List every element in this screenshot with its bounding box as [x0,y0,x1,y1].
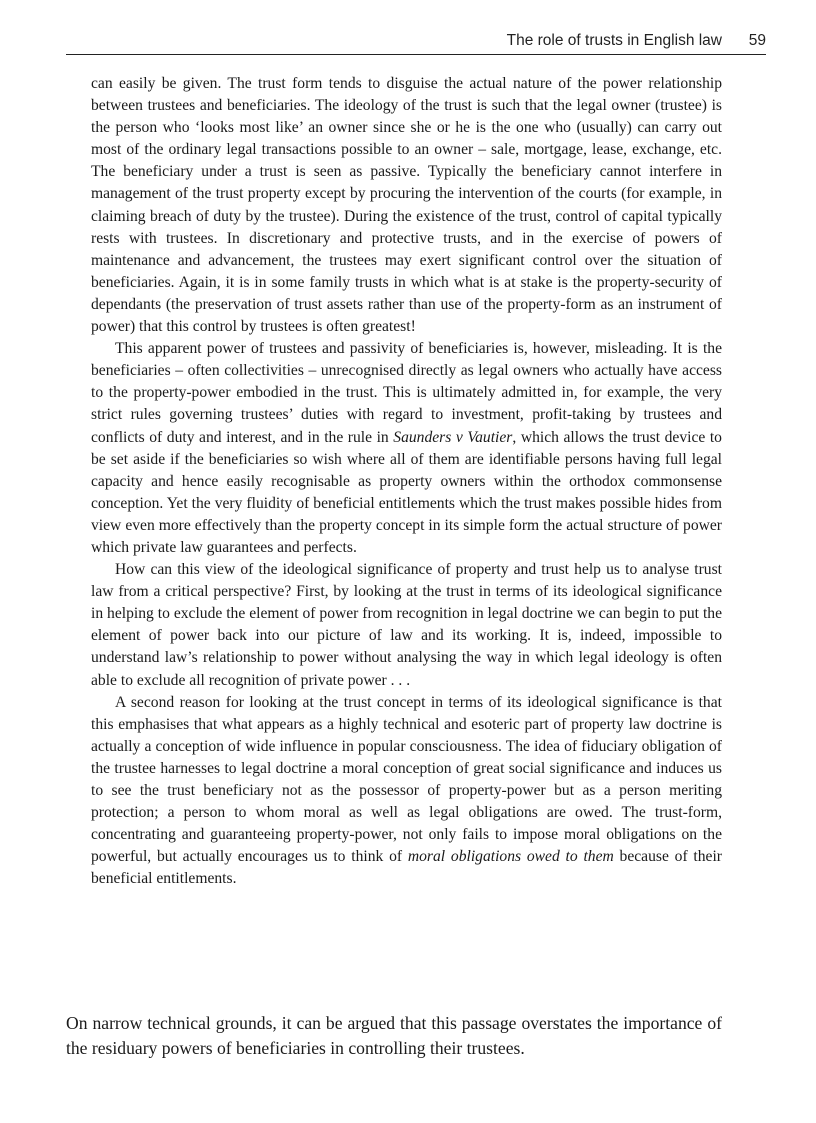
quote-p2-text-a: This apparent power of trustees and passivity of beneficiaries is, however, misleading. It is the beneficiaries – often collectivities – unrecognised directly as legal owners who actually have access to the property-power embodied in the trust. This is ultimately admitted in, for example, the very strict rules governing trustees’ duties with regard to investment, profit-taking by trustees and conflicts of duty and interest, and in the rule in [91,340,722,446]
quote-p4-text-a: A second reason for looking at the trust concept in terms of its ideological significance is that this emphasises that what appears as a highly technical and esoteric part of property law doctrine is actually a conception of wide influence in popular consciousness. The idea of fiduciary obligation of the trustee harnesses to legal doctrine a moral conception of great social significance and induces us to see the trust beneficiary not as the possessor of property-power but as a person meriting protection; a person to whom moral as well as legal obligations are owed. The trust-form, concentrating and guaranteeing property-power, not only fails to impose moral obligations on the powerful, but actually encourages us to think of [91,693,722,866]
running-title: The role of trusts in English law [506,32,722,49]
body-paragraph-1: On narrow technical grounds, it can be argued that this passage overstates the importance of the residuary powers of beneficiaries in controlling their trustees. [66,1013,722,1058]
quote-paragraph-2 [91,338,722,559]
page-number: 59 [748,32,766,49]
quote-p2-text-b: , which allows the trust device to be set aside if the beneficiaries so wish where all of them are identifiable persons having full legal capacity and hence easily recognisable as property owners within the orthodox commonsense conception. Yet the very fluidity of beneficial entitlements which the trust makes possible hides from view even more effectively than the property concept in its simple form the actual structure of power which private law guarantees and perfects. [91,428,722,556]
emphasis-phrase: moral obligations owed to them [407,848,614,866]
quote-paragraph-3: How can this view of the ideological significance of property and trust help us to analyse trust law from a critical perspective? First, by looking at the trust in terms of its ideological significance in helping to exclude the element of power from recognition in legal doctrine we can begin to put the element of power back into our picture of law and its working. It is, indeed, impossible to understand law’s relationship to power without analysing the way in which legal ideology is often able to exclude all recognition of private power . . . [91,561,722,689]
quote-paragraph-1: can easily be given. The trust form tends to disguise the actual nature of the power relationship between trustees and beneficiaries. The ideology of the trust is such that the legal owner (trustee) is the person who ‘looks most like’ an owner since she or he is the one who (usually) can carry out most of the ordinary legal transactions possible to an owner – sale, mortgage, lease, exchange, etc. The beneficiary under a trust is seen as passive. Typically the beneficiary cannot interfere in management of the trust property except by procuring the intervention of the courts (for example, in claiming breach of duty by the trustee). During the existence of the trust, control of capital typically rests with trustees. In discretionary and protective trusts, and in the exercise of powers of maintenance and advancement, the trustees may exert significant control over the situation of beneficiaries. Again, it is in some family trusts in which what is at stake is the property-security of dependants (the preservation of trust assets rather than use of the property-form as an instrument of power) that this control by trustees is often greatest! [91,75,722,336]
case-citation: Saunders v Vautier [393,428,513,446]
running-header [66,30,766,55]
quote-paragraph-4 [91,692,722,891]
block-quote [91,73,722,890]
body-text [66,1011,722,1061]
quote-p4-text-b: because of their beneficial entitlements. [91,848,723,888]
